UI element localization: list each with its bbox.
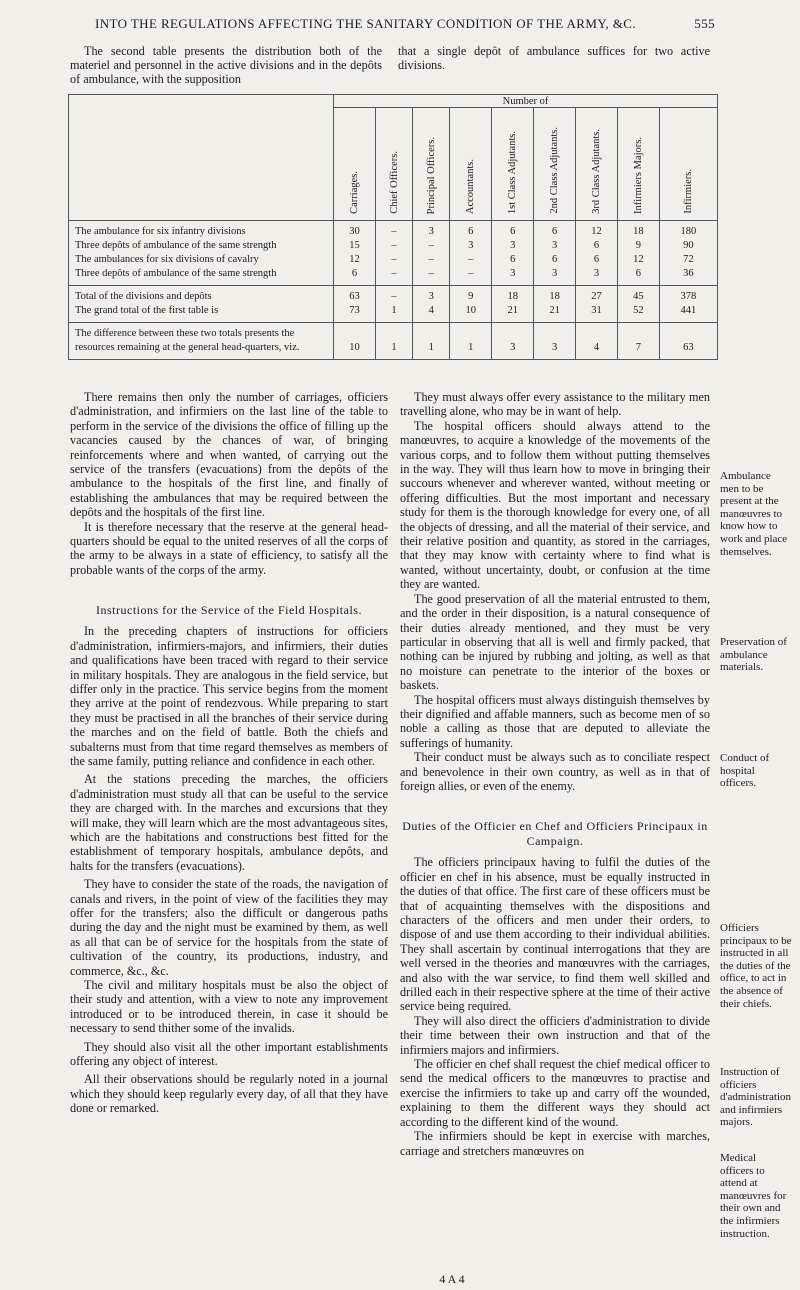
cell-value: 6 bbox=[551, 226, 558, 237]
running-header bbox=[95, 16, 715, 32]
cell-value: 6 bbox=[351, 268, 358, 279]
left-column bbox=[70, 390, 388, 1116]
table-cell bbox=[375, 286, 412, 323]
cell-value: 21 bbox=[507, 305, 518, 316]
table-cell bbox=[450, 323, 492, 360]
table-corner bbox=[69, 95, 334, 221]
table-cell bbox=[413, 221, 450, 286]
sidenote-officiers-principaux: Officiers principaux to be instructed in all the duties of the office, to act in the absence of their chiefs. bbox=[720, 922, 792, 1010]
table-cell bbox=[375, 221, 412, 286]
table-cell bbox=[413, 323, 450, 360]
left-paragraph-5: They have to consider the state of the roads, the navigation of canals and rivers, in the point of view of the facilities they may offer for the transfers; also the difficult or dangerous paths during the day and the night must be examined by them, as well as all that can be of service for the hospitals from the state of cultivation of the country, its productions, industry, and commerce, &c., &c. bbox=[70, 877, 388, 978]
cell-value: 3 bbox=[428, 291, 434, 302]
cell-value: – bbox=[468, 254, 474, 265]
column-header bbox=[534, 108, 576, 221]
table-cell bbox=[659, 221, 717, 286]
column-header-label: Infirmiers Majors. bbox=[632, 137, 644, 214]
column-header-label: 3rd Class Adjutants. bbox=[590, 129, 602, 214]
column-header-label: Principal Officers. bbox=[425, 136, 437, 214]
cell-value: 6 bbox=[468, 226, 474, 237]
column-header bbox=[375, 108, 412, 221]
table-cell bbox=[576, 221, 618, 286]
cell-value: 10 bbox=[465, 305, 477, 316]
left-paragraph-3: In the preceding chapters of instructions for officiers d'administration, infirmiers-majors, and infirmiers, their duties and qualifications have been traced with regard to their service in military hospitals. They are analogous in the field service, but differ only in the practice. This service begins from the moment they arrive at the point of rendezvous. While preparing to start they must be practised in all the branches of their service during the marches and on the field of battle. Both the chiefs and subalterns must from that time regard themselves as members of the same family, putting reliance and confidence in each other. bbox=[70, 624, 388, 768]
table-cell bbox=[413, 286, 450, 323]
table-cell bbox=[617, 221, 659, 286]
cell-value: 441 bbox=[680, 305, 697, 316]
table-cell bbox=[576, 323, 618, 360]
right-paragraph-6: The officiers principaux having to fulfil the duties of the officier en chef in his absence, must be equally instructed in the duties of that office. The first care of these officers must be that of acquainting themselves with the dispositions and characters of the officers and men under their orders, to dispose of and use them according to their individual abilities. They shall ascertain by continual interrogations that they are well versed in the theories and manœuvres with the carriages, and also with the war service, to find them well skilled and drilled each in their respective sphere at the time of their active service being required. bbox=[400, 855, 710, 1014]
intro-paragraph bbox=[70, 44, 710, 86]
row-label: Three depôts of ambulance of the same strength bbox=[75, 240, 277, 251]
cell-value: 12 bbox=[349, 254, 360, 265]
cell-value: 9 bbox=[468, 291, 474, 302]
cell-value: 63 bbox=[683, 342, 694, 353]
table-row bbox=[69, 286, 718, 323]
column-header-label: 1st Class Adjutants. bbox=[507, 130, 519, 214]
running-title: INTO THE REGULATIONS AFFECTING THE SANITARY CONDITION OF THE ARMY, &C. bbox=[95, 16, 636, 31]
column-header-label: 2nd Class Adjutants. bbox=[549, 127, 561, 214]
right-column bbox=[400, 390, 710, 1158]
row-labels bbox=[69, 286, 334, 323]
sidenote-conduct: Conduct of hospital officers. bbox=[720, 752, 770, 790]
cell-value: – bbox=[428, 268, 434, 279]
column-header bbox=[659, 108, 717, 221]
right-paragraph-9: The infirmiers should be kept in exercise with marches, carriage and stretchers manœuvres on bbox=[400, 1129, 710, 1158]
cell-value: 1 bbox=[428, 342, 434, 353]
cell-value: 18 bbox=[507, 291, 518, 302]
cell-value: 6 bbox=[593, 240, 600, 251]
page-number: 555 bbox=[694, 16, 715, 31]
column-header-label: Accountants. bbox=[465, 158, 477, 214]
table-cell bbox=[534, 323, 576, 360]
cell-value: 90 bbox=[683, 240, 694, 251]
cell-value: 73 bbox=[349, 305, 360, 316]
column-header bbox=[334, 108, 376, 221]
cell-value: 6 bbox=[551, 254, 558, 265]
section-heading-duties: Duties of the Officier en Chef and Officiers Principaux in Campaign. bbox=[402, 819, 708, 849]
cell-value: 3 bbox=[551, 240, 558, 251]
table-cell bbox=[617, 286, 659, 323]
sidenote-instruction: Instruction of officiers d'administration and infirmiers majors. bbox=[720, 1066, 792, 1129]
cell-value: 36 bbox=[683, 268, 694, 279]
cell-value: 30 bbox=[349, 226, 360, 237]
table-cell bbox=[576, 286, 618, 323]
cell-value: 1 bbox=[391, 305, 397, 316]
row-labels bbox=[69, 221, 334, 286]
table-cell bbox=[334, 286, 376, 323]
intro-text-1: The second table presents the distribution both of the materiel and personnel in the active divisions and in the depôts of ambulance, with the supposition bbox=[70, 44, 382, 86]
right-paragraph-1: They must always offer every assistance to the military men travelling alone, who may be in want of help. bbox=[400, 390, 710, 419]
cell-value: 31 bbox=[591, 305, 602, 316]
column-header-label: Infirmiers. bbox=[682, 169, 694, 214]
cell-value: 10 bbox=[349, 342, 360, 353]
cell-value: 180 bbox=[680, 226, 697, 237]
cell-value: 3 bbox=[593, 268, 600, 279]
left-paragraph-4: At the stations preceding the marches, the officiers d'administration must study all that can be useful to the service they are charged with. In the marches and excursions that they will make, they will learn which are the most advantageous sites, which are the habitations and constructions best fitted for the establishment of temporary hospitals, ambulance depôts, and halts for the transfers (evacuations). bbox=[70, 772, 388, 873]
cell-value: 6 bbox=[510, 254, 516, 265]
cell-value: – bbox=[428, 254, 434, 265]
cell-value: – bbox=[428, 240, 434, 251]
cell-value: 6 bbox=[593, 254, 600, 265]
table-cell bbox=[659, 323, 717, 360]
cell-value: 4 bbox=[593, 342, 600, 353]
cell-value: 3 bbox=[551, 268, 558, 279]
cell-value: 6 bbox=[510, 226, 516, 237]
left-paragraph-2: It is therefore necessary that the reserve at the general head-quarters should be equal to the united reserves of all the corps of the army to be always in a state of efficiency, to satisfy all the probable wants of the corps of the army. bbox=[70, 519, 388, 577]
column-header-label: Carriages. bbox=[348, 171, 360, 214]
left-paragraph-1: There remains then only the number of carriages, officiers d'administration, and infirmiers on the last line of the table to perform in the service of the divisions the office of filling up the vacancies caused by the chances of war, of bringing reinforcements where and when wanted, of carrying out the service of the transfers (evacuations) from the depôts of the ambulance to the hospitals of the first line, and finally of establishing the ambulances that may be required between the depôts and the hospitals of the first line. bbox=[70, 390, 388, 520]
left-paragraph-8: All their observations should be regularly noted in a journal which they should keep regularly every day, of all that they have done or remarked. bbox=[70, 1072, 388, 1116]
cell-value: 1 bbox=[468, 342, 474, 353]
sidenote-medical-officers: Medical officers to attend at manœuvres for their own and the infirmiers instruction. bbox=[720, 1152, 787, 1240]
cell-value: 15 bbox=[349, 240, 360, 251]
column-header bbox=[617, 108, 659, 221]
cell-value: – bbox=[391, 291, 397, 302]
cell-value: 18 bbox=[633, 226, 644, 237]
left-paragraph-7: They should also visit all the other important establishments offering any object of interest. bbox=[70, 1039, 388, 1069]
cell-value: 63 bbox=[349, 291, 360, 302]
cell-value: 72 bbox=[683, 254, 694, 265]
right-paragraph-8: The officier en chef shall request the chief medical officer to send the medical officers to the manœuvres to practise and exercise the infirmiers to take up and carry off the wounded, explaining to them the different ways they should act according to the different kind of the wound. bbox=[400, 1057, 710, 1129]
cell-value: 12 bbox=[633, 254, 644, 265]
cell-value: 3 bbox=[551, 342, 558, 353]
cell-value: 4 bbox=[428, 305, 434, 316]
row-label: Total of the divisions and depôts bbox=[75, 291, 212, 302]
cell-value: 7 bbox=[635, 342, 641, 353]
group-header: Number of bbox=[334, 95, 718, 108]
row-labels bbox=[69, 323, 334, 360]
cell-value: – bbox=[468, 268, 474, 279]
cell-value: 45 bbox=[633, 291, 644, 302]
table-cell bbox=[534, 286, 576, 323]
cell-value: 6 bbox=[635, 268, 641, 279]
table-cell bbox=[450, 221, 492, 286]
cell-value: 52 bbox=[633, 305, 644, 316]
table-cell bbox=[450, 286, 492, 323]
right-paragraph-5: Their conduct must be always such as to conciliate respect and benevolence in their own country, as well as in that of foreign allies, or even of the enemy. bbox=[400, 750, 710, 793]
column-header bbox=[413, 108, 450, 221]
row-label: Three depôts of ambulance of the same strength bbox=[75, 268, 277, 279]
table-cell bbox=[492, 323, 534, 360]
table-cell bbox=[534, 221, 576, 286]
cell-value: 27 bbox=[591, 291, 602, 302]
cell-value: 9 bbox=[635, 240, 641, 251]
left-paragraph-6: The civil and military hospitals must be also the object of their study and attention, with a view to note any improvement introduced or to be introduced therein, in case it should be necessary to send thither some of the invalids. bbox=[70, 978, 388, 1036]
cell-value: 378 bbox=[680, 291, 697, 302]
table-cell bbox=[617, 323, 659, 360]
signature-mark: 4 A 4 bbox=[439, 1272, 465, 1286]
table-cell bbox=[492, 221, 534, 286]
row-label: The ambulances for six divisions of cavalry bbox=[75, 254, 259, 265]
row-label: The grand total of the first table is bbox=[75, 305, 219, 316]
sidenote-ambulance-men: Ambulance men to be present at the manœuvres to know how to work and place themselves. bbox=[720, 470, 788, 558]
cell-value: 21 bbox=[549, 305, 560, 316]
right-paragraph-3: The good preservation of all the material entrusted to them, and the order in their disposition, is a natural consequence of their duties already mentioned, and they must be very particular in observing that all is well and firmly packed, that nothing can be injured by rubbing and jolting, as well as that no moisture can penetrate to the interior of the boxes or baskets. bbox=[400, 591, 710, 693]
cell-value: – bbox=[391, 240, 397, 251]
table-cell bbox=[334, 221, 376, 286]
table-row bbox=[69, 323, 718, 360]
right-paragraph-4: The hospital officers must always distinguish themselves by their dignified and affable manners, such as become men of so noble a calling as those that are deputed to alleviate the sufferings of humanity. bbox=[400, 692, 710, 750]
table-cell bbox=[659, 286, 717, 323]
right-paragraph-2: The hospital officers should always attend to the manœuvres, to acquire a knowledge of the movements of the various corps, and to follow them without putting themselves in the way. They will thus learn how to move in bringing their succours whenever and wherever wanted, without meeting or offering difficulties. But the most important and necessary study for them is the thorough knowledge for every one, of all the objects of dressing, and all the material of their service, and their relative position and quantity, as stored in the carriages, that they may know with certainty where to find what is wanted, without uncertainty, doubt, or confusion at the time they are wanted. bbox=[400, 418, 710, 592]
cell-value: 3 bbox=[510, 268, 516, 279]
cell-value: 3 bbox=[428, 226, 434, 237]
cell-value: 12 bbox=[591, 226, 602, 237]
table-cell bbox=[334, 323, 376, 360]
cell-value: 3 bbox=[468, 240, 474, 251]
distribution-table bbox=[68, 94, 718, 360]
section-heading-field-hospitals: Instructions for the Service of the Field Hospitals. bbox=[96, 603, 362, 618]
table-cell bbox=[492, 286, 534, 323]
cell-value: 1 bbox=[391, 342, 397, 353]
table-cell bbox=[375, 323, 412, 360]
cell-value: – bbox=[391, 254, 397, 265]
cell-value: 3 bbox=[510, 240, 516, 251]
cell-value: 3 bbox=[510, 342, 516, 353]
column-header bbox=[450, 108, 492, 221]
table-row bbox=[69, 221, 718, 286]
right-paragraph-7: They will also direct the officiers d'administration to divide their time between their own instruction and that of the infirmiers majors and infirmiers. bbox=[400, 1013, 710, 1057]
cell-value: 18 bbox=[549, 291, 560, 302]
intro-text-2: that a single depôt of ambulance suffices for two active divisions. bbox=[398, 44, 710, 72]
cell-value: – bbox=[391, 268, 397, 279]
row-label: The ambulance for six infantry divisions bbox=[75, 226, 246, 237]
cell-value: – bbox=[391, 226, 397, 237]
sidenote-preservation: Preservation of ambulance materials. bbox=[720, 636, 787, 674]
column-header bbox=[492, 108, 534, 221]
column-header-label: Chief Officers. bbox=[388, 151, 400, 214]
row-label: The difference between these two totals presents the resources remaining at the general head-quarters, viz. bbox=[75, 328, 300, 353]
column-header bbox=[576, 108, 618, 221]
